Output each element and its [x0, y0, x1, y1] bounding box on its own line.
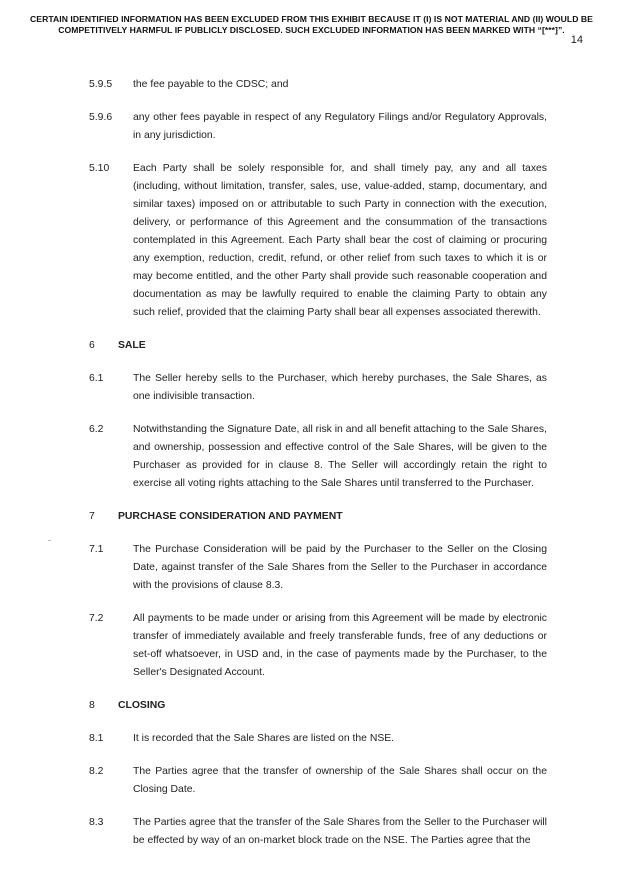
clause-6-2: [0, 421, 623, 493]
clause-number: 5.9.5: [89, 79, 113, 90]
clause-7-1: [0, 541, 623, 595]
clause-text: The Seller hereby sells to the Purchaser, which hereby purchases, the Sale Shares, as one indivisible transaction.: [133, 373, 547, 402]
clause-number: 5.9.6: [89, 112, 113, 123]
clause-6-1: [0, 370, 623, 406]
page-number: 14: [570, 34, 583, 46]
clause-text: the fee payable to the CDSC; and: [133, 79, 289, 90]
section-title: SALE: [118, 340, 146, 351]
section-number: 6: [89, 340, 95, 351]
clause-number: 5.10: [89, 163, 110, 174]
section-heading-closing: [0, 697, 623, 715]
confidentiality-notice: CERTAIN IDENTIFIED INFORMATION HAS BEEN EXCLUDED FROM THIS EXHIBIT BECAUSE IT (I) IS NOT MATERIAL AND (II) WOULD BE COMPETITIVELY HARMFUL IF PUBLICLY DISCLOSED. SUCH EXCLUDED INFORMATION HAS BEEN MARKED WITH “[***]”.: [30, 14, 593, 35]
clause-text: All payments to be made under or arising from this Agreement will be made by electronic transfer of immediately available and freely transferable funds, free of any deductions or set-off whatsoever, in USD and, in the case of payments made by the Purchaser, to the Seller's Designated Account.: [133, 613, 547, 678]
clause-number: 6.2: [89, 424, 104, 435]
clause-text: The Purchase Consideration will be paid by the Purchaser to the Seller on the Closing Date, against transfer of the Sale Shares from the Seller to the Purchaser in accordance with the provisions of clause 8.3.: [133, 544, 547, 591]
clause-number: 8.1: [89, 733, 104, 744]
clause-5-10: [0, 160, 623, 322]
clause-text: any other fees payable in respect of any Regulatory Filings and/or Regulatory Approvals, in any jurisdiction.: [133, 112, 547, 141]
clause-text: It is recorded that the Sale Shares are listed on the NSE.: [133, 733, 395, 744]
clause-8-2: [0, 763, 623, 799]
section-title: PURCHASE CONSIDERATION AND PAYMENT: [118, 511, 343, 522]
section-title: CLOSING: [118, 700, 166, 711]
clause-text: Each Party shall be solely responsible for, and shall timely pay, any and all taxes (including, without limitation, transfer, sales, use, value-added, stamp, documentary, and similar taxes) imposed on or attributable to such Party in connection with the execution, delivery, or performance of this Agreement and the consummation of the transactions contemplated in this Agreement. Each Party shall bear the cost of claiming or procuring any exemption, reduction, credit, refund, or other relief from such taxes to which it is or may become entitled, and the other Party shall provide such reasonable cooperation and documentation as may be lawfully required to enable the claiming Party to obtain any such relief, provided that the claiming Party shall bear all expenses associated therewith.: [133, 163, 547, 318]
section-heading-purchase-consideration: [0, 508, 623, 526]
clause-number: 7.1: [89, 544, 104, 555]
clause-text: The Parties agree that the transfer of ownership of the Sale Shares shall occur on the Closing Date.: [133, 766, 547, 795]
clause-number: 8.3: [89, 817, 104, 828]
clause-text: The Parties agree that the transfer of the Sale Shares from the Seller to the Purchaser will be effected by way of an on-market block trade on the NSE. The Parties agree that the: [133, 817, 547, 846]
clause-number: 8.2: [89, 766, 104, 777]
clause-number: 7.2: [89, 613, 104, 624]
document-body: [0, 76, 623, 865]
clause-text: Notwithstanding the Signature Date, all risk in and all benefit attaching to the Sale Shares, and ownership, possession and effective control of the Sale Shares, will be given to the Purchaser as provided for in clause 8. The Seller will accordingly retain the right to exercise all voting rights attaching to the Sale Shares until transferred to the Purchaser.: [133, 424, 547, 489]
clause-7-2: [0, 610, 623, 682]
section-heading-sale: [0, 337, 623, 355]
clause-8-1: [0, 730, 623, 748]
clause-5-9-5: [0, 76, 623, 94]
section-number: 7: [89, 511, 95, 522]
clause-5-9-6: [0, 109, 623, 145]
clause-number: 6.1: [89, 373, 104, 384]
clause-8-3: [0, 814, 623, 850]
section-number: 8: [89, 700, 95, 711]
